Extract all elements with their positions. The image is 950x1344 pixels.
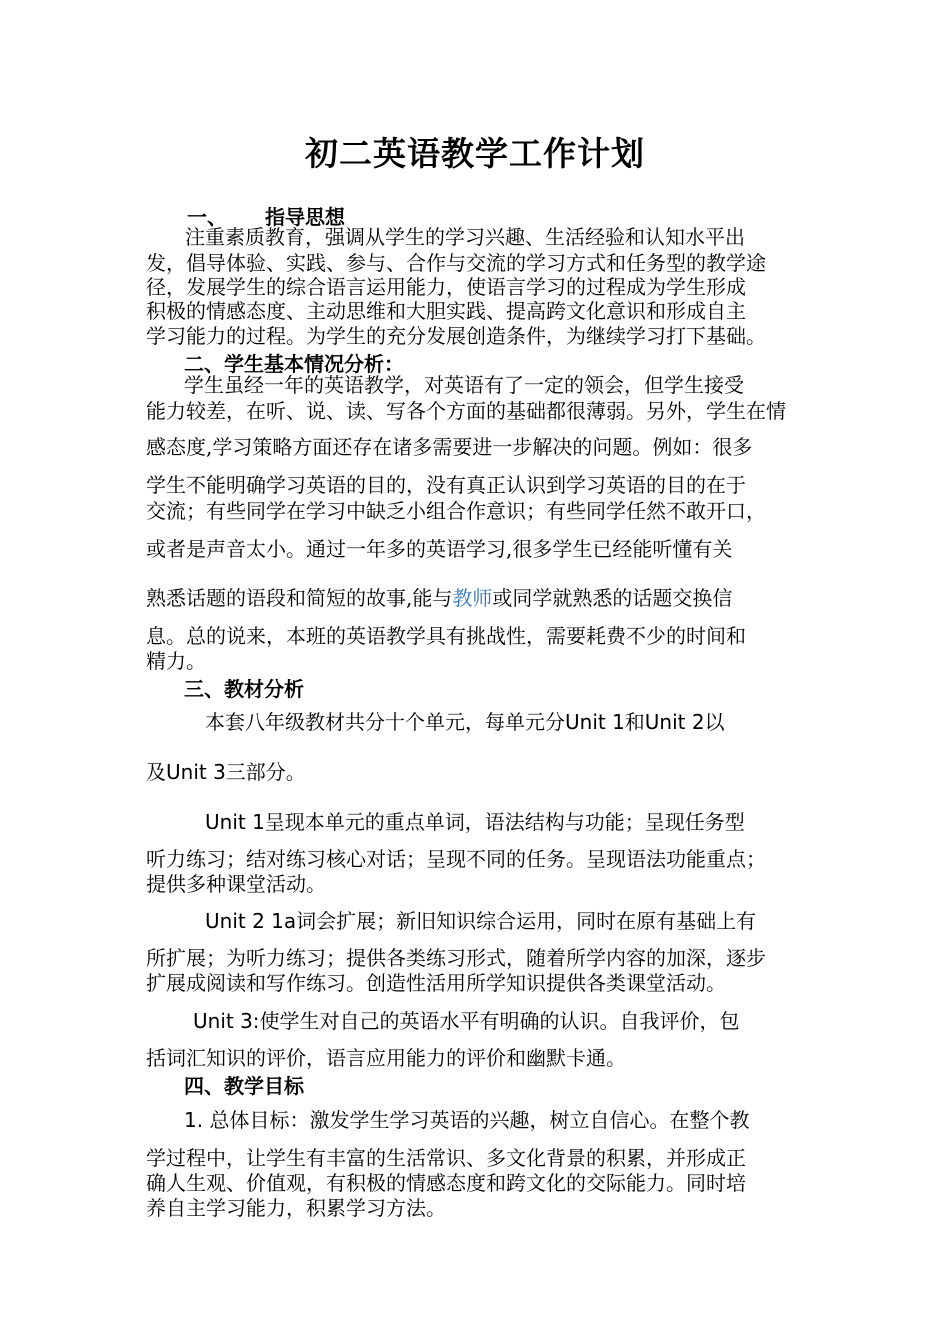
s2-line-9: 精力。	[146, 649, 206, 673]
s3-p1-text-d: 及	[146, 760, 166, 784]
section-1-title: 指导思想	[265, 205, 345, 229]
document-title: 初二英语教学工作计划	[305, 134, 645, 173]
section-1-number: 一、	[187, 205, 227, 229]
s3-unit1-label: Unit 1	[205, 810, 265, 834]
s3-unit3-line-1	[193, 1008, 810, 1034]
s4-line-1	[184, 1107, 810, 1133]
s3-unit1-line-3: 提供多种课堂活动。	[146, 872, 326, 896]
s3-unit2-line-3: 扩展成阅读和写作练习。创造性活用所学知识提供各类课堂活动。	[146, 971, 726, 995]
s3-unit2-text-1: 词会扩展；新旧知识综合运用，同时在原有基础上有	[296, 909, 757, 933]
section-2-heading: 二、学生基本情况分析：	[184, 352, 404, 376]
s3-unit1-line-1	[205, 809, 810, 835]
s4-line-3: 确人生观、价值观，有积极的情感态度和跨文化的交际能力。同时培	[146, 1171, 746, 1195]
s3-p1-unit2: Unit 2	[644, 710, 705, 734]
s3-p1-text-e: 三部分。	[225, 760, 306, 784]
s4-line-1-text: 总体目标：激发学生学习英语的兴趣，树立自信心。在整个教	[209, 1108, 750, 1132]
s3-p1-text-b: 和	[624, 710, 645, 734]
s2-line-5: 交流；有些同学在学习中缺乏小组合作意识；有些同学任然不敢开口，	[146, 499, 766, 523]
teacher-link[interactable]: 教师	[452, 586, 493, 610]
s3-p1-text-a: 本套八年级教材共分十个单元，每单元分	[205, 710, 565, 734]
s2-line-7-text-a: 熟悉话题的语段和简短的故事,能与	[146, 586, 453, 610]
s1-line-4: 积极的情感态度、主动思维和大胆实践、提高跨文化意识和形成自主	[146, 299, 746, 323]
s1-line-5: 学习能力的过程。为学生的充分发展创造条件，为继续学习打下基础。	[146, 324, 766, 348]
s2-line-7	[146, 585, 810, 611]
s4-line-4: 养自主学习能力，积累学习方法。	[146, 1196, 446, 1220]
s3-unit2-line-2: 所扩展；为听力练习；提供各类练习形式，随着所学内容的加深，逐步	[146, 946, 766, 970]
s3-unit2-label: Unit 2 1a	[205, 909, 297, 933]
s3-unit2-line-1	[205, 908, 810, 934]
s3-p1-unit1: Unit 1	[565, 710, 625, 734]
s2-line-8: 息。总的说来，本班的英语教学具有挑战性，需要耗费不少的时间和	[146, 624, 746, 648]
s3-unit3-text-1: 使学生对自己的英语水平有明确的认识。自我评价，包	[259, 1009, 740, 1033]
s2-line-4: 学生不能明确学习英语的目的，没有真正认识到学习英语的目的在于	[146, 473, 746, 497]
s2-line-6: 或者是声音太小。通过一年多的英语学习,很多学生已经能听懂有关	[146, 537, 733, 561]
s1-line-3: 径，发展学生的综合语言运用能力，使语言学习的过程成为学生形成	[146, 275, 746, 299]
s3-p1-text-c: 以	[704, 710, 725, 734]
s2-line-2: 能力较差，在听、说、读、写各个方面的基础都很薄弱。另外，学生在情	[146, 399, 786, 423]
s3-unit3-label: Unit 3:	[193, 1009, 260, 1033]
s4-line-2: 学过程中，让学生有丰富的生活常识、多文化背景的积累，并形成正	[146, 1146, 746, 1170]
section-3-heading: 三、教材分析	[184, 677, 304, 701]
s3-p1-line-2	[146, 759, 810, 785]
s3-p1-line-1	[205, 709, 810, 735]
s2-line-3: 感态度,学习策略方面还存在诸多需要进一步解决的问题。例如：很多	[146, 435, 753, 459]
s2-line-1: 学生虽经一年的英语教学，对英语有了一定的领会，但学生接受	[184, 373, 744, 397]
s3-unit1-text-1: 呈现本单元的重点单词，语法结构与功能；呈现任务型	[264, 810, 745, 834]
s1-line-1: 注重素质教育，强调从学生的学习兴趣、生活经验和认知水平出	[185, 225, 745, 249]
section-4-heading: 四、教学目标	[184, 1074, 304, 1098]
s2-line-7-text-b: 或同学就熟悉的话题交换信	[492, 586, 733, 610]
s3-unit1-line-2: 听力练习；结对练习核心对话；呈现不同的任务。呈现语法功能重点；	[146, 847, 766, 871]
s3-unit3-line-2: 括词汇知识的评价，语言应用能力的评价和幽默卡通。	[146, 1046, 626, 1070]
s1-line-2: 发，倡导体验、实践、参与、合作与交流的学习方式和任务型的教学途	[146, 251, 766, 275]
s3-p1-unit3: Unit 3	[166, 760, 226, 784]
s4-goal-number: 1.	[184, 1108, 204, 1132]
